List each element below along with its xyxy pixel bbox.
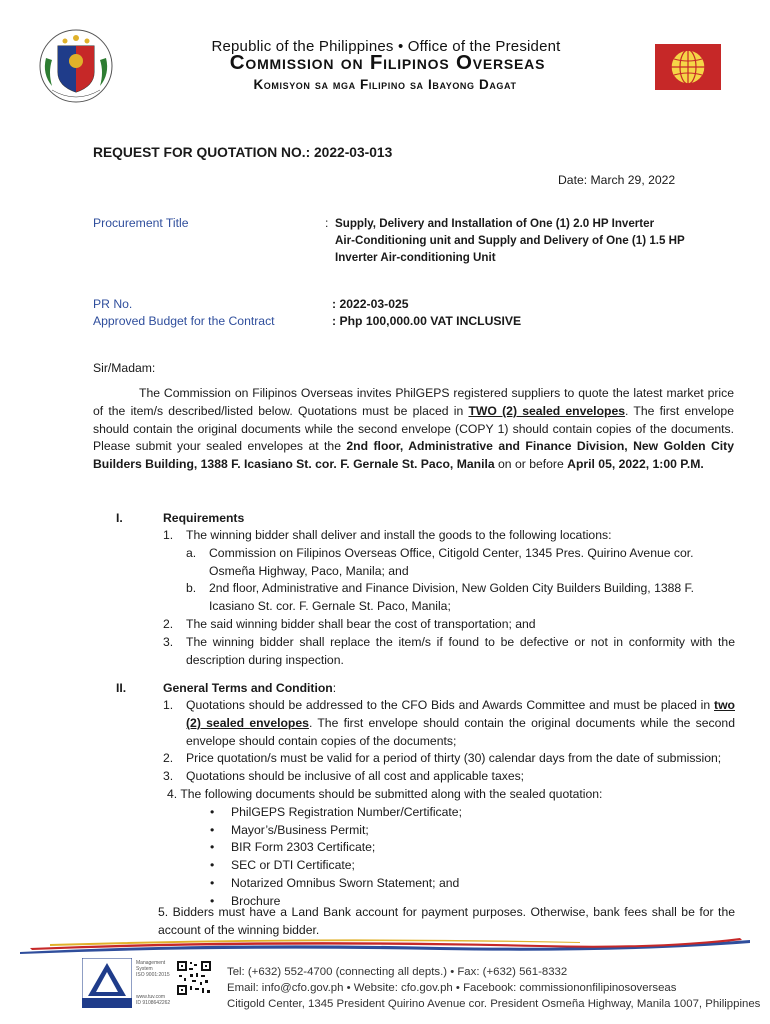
bullet: • [210,893,215,908]
document-date: Date: March 29, 2022 [558,173,676,187]
bullet: • [210,840,215,855]
footer-contact-phone: Tel: (+632) 552-4700 (connecting all depts.) • Fax: (+632) 561-8332 [227,966,568,978]
intro-text-3: on or before [494,457,568,472]
list-item [163,697,735,750]
procurement-colon: : [325,216,329,230]
document-text: Brochure [231,893,281,908]
general-terms-heading [163,680,336,698]
item-number: 2. [163,616,174,631]
rfq-title: REQUEST FOR QUOTATION NO.: 2022-03-013 [93,145,393,160]
bullet: • [210,875,215,890]
deadline: April 05, 2022, 1:00 P.M. [567,457,704,472]
item-letter: a. [186,545,197,560]
requirements-list [163,527,735,669]
document-item [163,804,735,822]
item-text: . The first envelope should contain the original documents while the second envelope should contain copies of the documents; [186,715,735,748]
document-item [163,839,735,857]
list-item [163,634,735,670]
list-item [163,616,735,634]
bullet: • [210,804,215,819]
item-text: Quotations should be addressed to the CFO Bids and Awards Committee and must be placed in [186,698,715,712]
list-item [163,768,735,786]
intro-paragraph [93,385,734,474]
list-item [163,580,735,616]
procurement-line-1: Supply, Delivery and Installation of One (1) 2.0 HP Inverter [335,217,655,230]
procurement-title-value [335,215,735,266]
document-text: BIR Form 2303 Certificate; [231,840,376,855]
item-letter: b. [186,581,197,596]
general-terms-list [163,697,735,911]
salutation: Sir/Madam: [93,361,156,375]
item-number: 1. [163,528,174,542]
agency-name-filipino: Komisyon sa mga Filipino sa Ibayong Dagat [253,77,517,92]
item-text: The winning bidder shall deliver and install the goods to the following locations: [186,528,612,542]
procurement-line-3: Inverter Air-conditioning Unit [335,251,496,264]
letterhead-line-1: Republic of the Philippines • Office of the President [211,38,561,55]
land-bank-note: 5. Bidders must have a Land Bank account for payment purposes. Otherwise, bank fees shall be for the account of the winning bidder. [158,905,735,937]
intro-text-2: . The first envelope should contain the original documents while the second envelope (COPY 1) should contain copies of the documents. Please submit your sealed envelopes at the [93,403,734,454]
list-item [163,545,735,581]
footer-address: Citigold Center, 1345 President Quirino Avenue cor. President Osmeña Highway, Manila 1007, Philippines [227,998,761,1010]
location-b: 2nd floor, Administrative and Finance Division, New Golden City Builders Building, 1388 F. Icasiano St. cor. F. Gernale St. Paco, Manila; [209,581,695,614]
submission-address: 2nd floor, Administrative and Finance Division, New Golden City Builders Building, 1388 F. Icasiano St. cor. F. Gernale St. Paco, Manila [93,439,735,472]
procurement-line-2: Air-Conditioning unit and Supply and Delivery of One (1) 1.5 HP [335,234,685,247]
item-text: The winning bidder shall replace the item/s if found to be defective or not in conformity with the description during inspection. [186,634,735,667]
item-text: Quotations should be inclusive of all cost and applicable taxes; [186,769,525,784]
cert-line-2: System [136,966,153,972]
certification-details [136,960,170,1006]
agency-name: Commission on Filipinos Overseas [229,51,546,74]
envelopes-emphasis: TWO (2) sealed envelopes [468,403,626,418]
cert-id: ID 9108642262 [136,1000,171,1006]
pr-number-label: PR No. [93,297,133,311]
footer-swoosh-divider [20,936,750,956]
location-a: Commission on Filipinos Overseas Office, Citigold Center, 1345 Pres. Quirino Avenue cor. Osmeña Highway, Paco, Manila; and [209,545,694,578]
pr-number-value: : 2022-03-025 [332,297,409,311]
presidential-seal-logo [38,28,114,104]
document-text: PhilGEPS Registration Number/Certificate; [231,804,462,819]
footer-contact-web: Email: info@cfo.gov.ph • Website: cfo.gov.ph • Facebook: commissiononfilipinosoverseas [227,982,677,994]
document-item [163,875,735,893]
envelopes-emphasis: two (2) sealed envelopes [186,698,735,730]
bullet: • [210,858,215,873]
intro-text-1: The Commission on Filipinos Overseas invites PhilGEPS registered suppliers to quote the latest market price of the item/s described/listed below. Quotations must be placed in [93,386,734,418]
bullet: • [210,822,215,837]
section-number-1: I. [116,511,123,525]
heading-colon: : [332,681,337,695]
item-number: 3. [163,769,174,784]
document-item [163,857,735,875]
cert-line-1: Management [136,960,166,966]
document-item [163,822,735,840]
item-number: 3. [163,634,174,649]
tuv-certification-icon [82,958,132,1008]
list-item [163,750,735,768]
document-text: Notarized Omnibus Sworn Statement; and [231,875,460,890]
item-number: 2. [163,751,174,766]
item-number: 1. [163,698,174,712]
item-text: The said winning bidder shall bear the cost of transportation; and [186,616,536,631]
list-item: 4. The following documents should be submitted along with the sealed quotation: [167,786,603,801]
qr-code-icon [176,960,212,996]
document-text: SEC or DTI Certificate; [231,858,355,873]
general-terms-title: General Terms and Condition [163,681,333,695]
budget-value: : Php 100,000.00 VAT INCLUSIVE [332,314,522,328]
list-item [163,527,735,545]
cert-line-3: ISO 9001:2015 [136,972,170,978]
budget-label: Approved Budget for the Contract [93,314,275,328]
cert-url: www.tuv.com [136,994,166,1000]
procurement-title-label: Procurement Title [93,216,189,230]
section-number-2: II. [116,681,127,695]
cfo-globe-logo [655,44,721,90]
item-text: Price quotation/s must be valid for a period of thirty (30) calendar days from the date of submission; [186,751,722,766]
requirements-heading: Requirements [163,511,245,525]
document-text: Mayor’s/Business Permit; [231,822,369,837]
